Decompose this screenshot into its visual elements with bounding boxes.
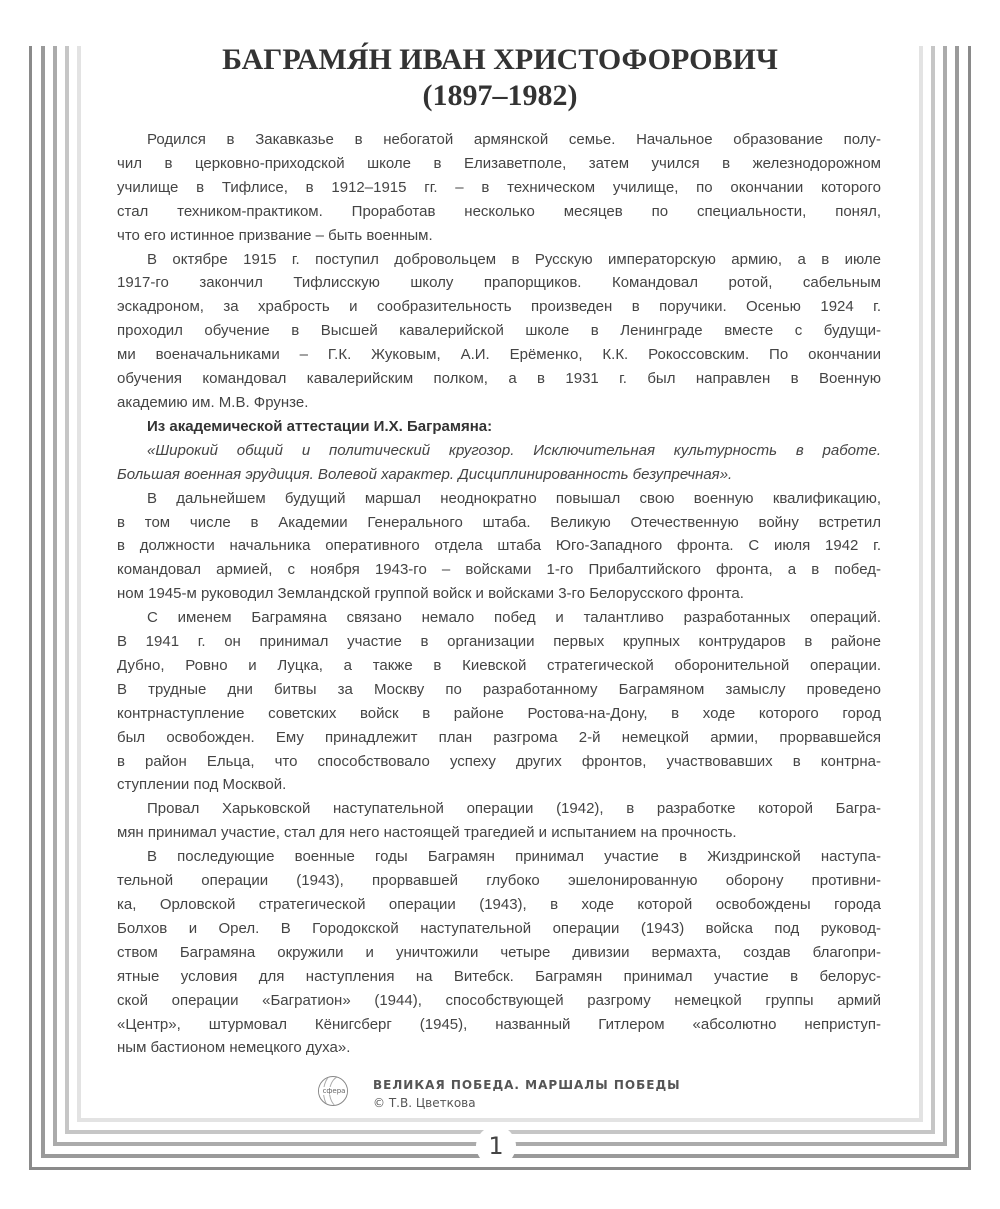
text-line: что его истинное призвание – быть военным. — [117, 226, 433, 244]
text-line: командовал армией, с ноября 1943-го – войсками 1-го Прибалтийского фронта, а в побед- — [117, 561, 881, 579]
text-line: ступлении под Москвой. — [117, 776, 287, 794]
text-line: училище в Тифлисе, в 1912–1915 гг. – в техническом училище, по окончании которого — [117, 178, 881, 196]
text-line: ка, Орловской стратегической операции (1943), в ходе которой освобождены города — [117, 896, 881, 913]
paragraph — [117, 845, 881, 1060]
text-line: обучения командовал кавалерийским полком, а в 1931 г. был направлен в Военную — [117, 370, 881, 388]
text-line: в район Ельца, что способствовало успеху других фронтов, участвовавших в контрна- — [117, 752, 881, 770]
text-line: «Широкий общий и политический кругозор. Исключительная культурность в работе. — [147, 441, 881, 459]
text-line: Провал Харьковской наступательной операции (1942), в разработке которой Багра- — [147, 800, 881, 818]
text-line: ми военачальниками – Г.К. Жуковым, А.И. Ерёменко, К.К. Рокоссовским. По окончании — [117, 346, 881, 364]
text-line: в должности начальника оперативного отдела штаба Юго-Западного фронта. С июля 1942 г. — [117, 537, 881, 555]
paragraph — [117, 606, 881, 797]
title-name: БАГРАМЯ́Н ИВАН ХРИСТОФОРОВИЧ — [222, 43, 778, 76]
paragraph — [117, 797, 881, 845]
title-years: (1897–1982) — [422, 79, 578, 112]
text-line: тельной операции (1943), прорвавшей глубоко эшелонированную оборону противни- — [117, 872, 881, 890]
text-line: Дубно, Ровно и Луцка, а также в Киевской стратегической оборонительной операции. — [117, 656, 881, 674]
text-line: мян принимал участие, стал для него настоящей трагедией и испытанием на прочность. — [117, 824, 737, 842]
publisher-logo-icon — [318, 1076, 348, 1106]
text-line: ством Баграмяна окружили и уничтожили четыре дивизии вермахта, создав благопри- — [117, 943, 881, 961]
text-line: проходил обучение в Высшей кавалерийской школе в Ленинграде вместе с будущи- — [117, 322, 881, 340]
quote — [117, 439, 881, 487]
text-line: был освобожден. Ему принадлежит план разгрома 2-й немецкой армии, прорвавшейся — [117, 728, 881, 746]
paragraph — [117, 487, 881, 607]
paragraph — [117, 248, 881, 415]
section-heading — [117, 415, 881, 439]
text-line: Большая военная эрудиция. Волевой характер. Дисциплинированность безупречная». — [117, 465, 733, 483]
copyright: © Т.В. Цветкова — [373, 1096, 476, 1110]
page-title — [0, 42, 1000, 114]
page-number: 1 — [476, 1126, 516, 1166]
text-line: ятные условия для наступления на Витебск. Баграмян принимал участие в белорус- — [117, 967, 881, 985]
text-line: Болхов и Орел. В Городокской наступательной операции (1943) войска под руковод- — [117, 919, 881, 937]
text-line: ном 1945-м руководил Земландской группой войск и войсками 3-го Белорусского фронта. — [117, 585, 744, 603]
text-line: В трудные дни битвы за Москву по разработанному Баграмяном замыслу проведено — [117, 680, 881, 698]
paragraph — [117, 128, 881, 248]
article-body — [117, 128, 881, 1060]
text-line: В дальнейшем будущий маршал неоднократно повышал свою военную квалификацию, — [147, 489, 881, 507]
text-line: Из академической аттестации И.Х. Баграмяна: — [147, 417, 493, 435]
text-line: эскадроном, за храбрость и сообразительность произведен в поручики. Осенью 1924 г. — [117, 298, 881, 316]
text-line: академию им. М.В. Фрунзе. — [117, 393, 309, 411]
text-line: чил в церковно-приходской школе в Елизаветполе, затем учился в железнодорожном — [117, 154, 881, 172]
logo-text: сфера — [318, 1087, 348, 1095]
series-title: ВЕЛИКАЯ ПОБЕДА. МАРШАЛЫ ПОБЕДЫ — [373, 1078, 681, 1092]
text-line: ным бастионом немецкого духа». — [117, 1039, 351, 1057]
text-line: В 1941 г. он принимал участие в организации первых крупных контрударов в районе — [117, 633, 881, 651]
text-line: «Центр», штурмовал Кёнигсберг (1945), названный Гитлером «абсолютно неприступ- — [117, 1015, 881, 1033]
text-line: в том числе в Академии Генерального штаба. Великую Отечественную войну встретил — [117, 513, 881, 531]
text-line: В октябре 1915 г. поступил добровольцем в Русскую императорскую армию, а в июле — [147, 250, 881, 268]
text-line: стал техником-практиком. Проработав несколько месяцев по специальности, понял, — [117, 202, 881, 220]
text-line: контрнаступление советских войск в районе Ростова-на-Дону, в ходе которого город — [117, 704, 881, 722]
text-line: В последующие военные годы Баграмян принимал участие в Жиздринской наступа- — [147, 848, 881, 866]
text-line: 1917-го закончил Тифлисскую школу прапорщиков. Командовал ротой, сабельным — [117, 274, 881, 292]
text-line: Родился в Закавказье в небогатой армянской семье. Начальное образование полу- — [147, 131, 881, 148]
text-line: ской операции «Багратион» (1944), способствующей разгрому немецкой группы армий — [117, 991, 881, 1009]
text-line: С именем Баграмяна связано немало побед и талантливо разработанных операций. — [147, 609, 881, 627]
